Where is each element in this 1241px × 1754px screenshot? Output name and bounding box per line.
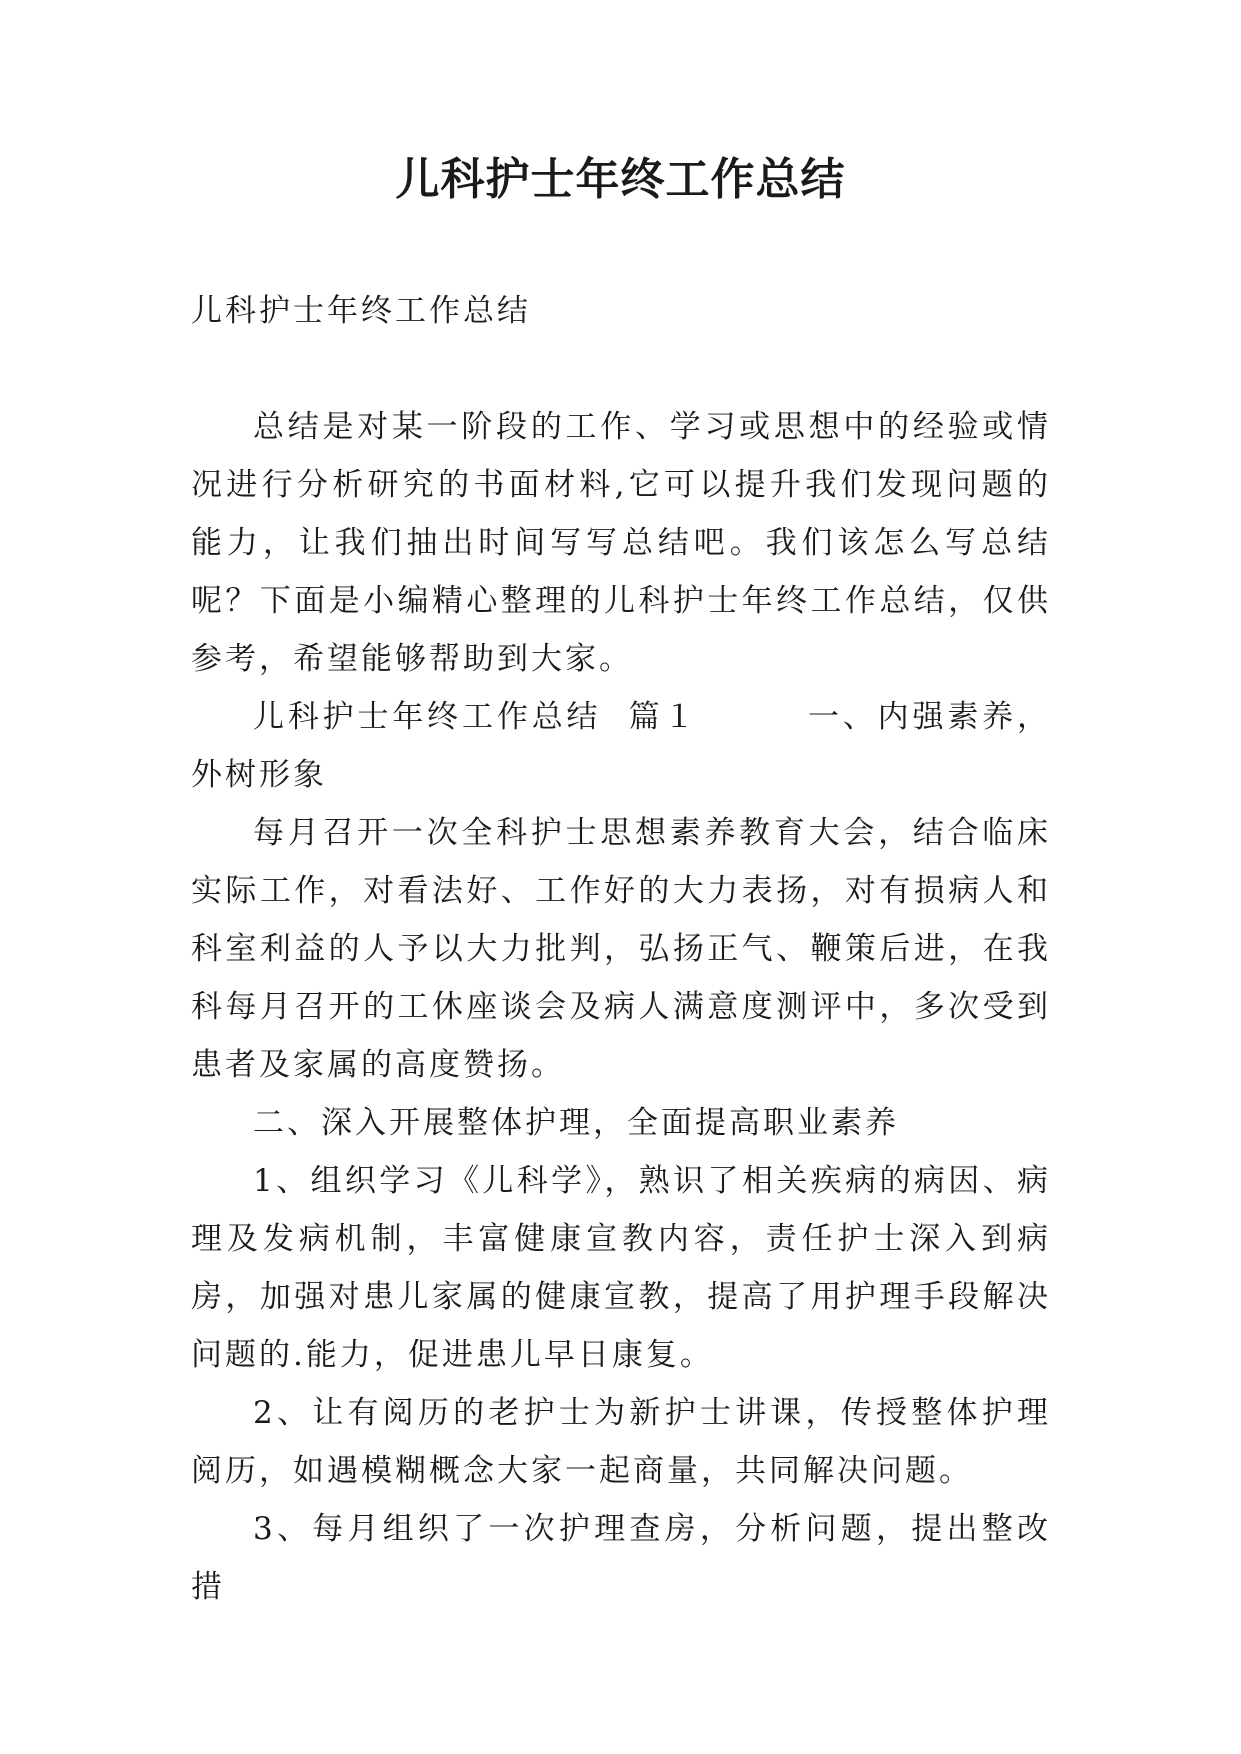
body-paragraph: 每月召开一次全科护士思想素养教育大会，结合临床实际工作，对看法好、工作好的大力表扬，对有损病人和科室利益的人予以大力批判，弘扬正气、鞭策后进，在我科每月召开的工休座谈会及病人满意度测评中，多次受到患者及家属的高度赞扬。 [191, 815, 1051, 1083]
document-title: 儿科护士年终工作总结 [395, 154, 846, 205]
document-subtitle: 儿科护士年终工作总结 [191, 293, 531, 329]
list-item-3: 3、每月组织了一次护理查房，分析问题，提出整改措 [191, 1511, 1051, 1605]
paragraph-spacer [191, 340, 1051, 398]
intro-paragraph: 总结是对某一阶段的工作、学习或思想中的经验或情况进行分析研究的书面材料,它可以提升我们发现问题的能力，让我们抽出时间写写总结吧。我们该怎么写总结呢？下面是小编精心整理的儿科护士年终工作总结，仅供参考，希望能够帮助到大家。 [191, 409, 1051, 677]
list-item-2: 2、让有阅历的老护士为新护士讲课，传授整体护理阅历，如遇模糊概念大家一起商量，共同解决问题。 [191, 1395, 1051, 1489]
section-heading-part-1: 儿科护士年终工作总结 篇１ 一、内强素养，外树形象 [191, 699, 1051, 793]
document-body [191, 282, 1051, 1616]
list-item-1: 1、组织学习《儿科学》，熟识了相关疾病的病因、病理及发病机制，丰富健康宣教内容，责任护士深入到病房，加强对患儿家属的健康宣教，提高了用护理手段解决问题的.能力，促进患儿早日康复。 [191, 1163, 1051, 1373]
section-heading-2: 二、深入开展整体护理，全面提高职业素养 [253, 1105, 899, 1141]
